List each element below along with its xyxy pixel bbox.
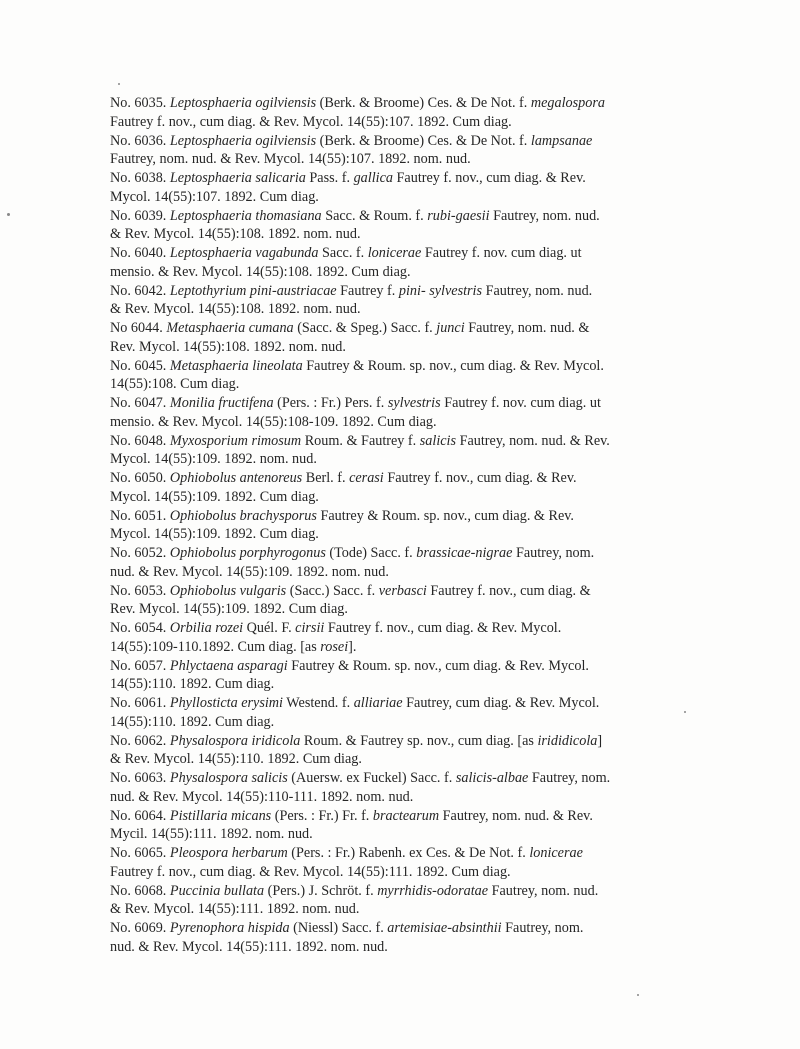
taxon-name: lonicerae xyxy=(367,245,422,261)
scan-speck xyxy=(637,994,639,996)
entry-text: Fautrey f. nov., cum diag. & xyxy=(426,582,591,599)
entry-text: (Pers. : Fr.) Fr. f. xyxy=(271,807,373,824)
entry-continuation-line xyxy=(110,413,700,432)
entry-text: No. 6038. xyxy=(110,170,170,186)
entry-text: 14(55):110. 1892. Cum diag. xyxy=(110,713,275,730)
entry-text: Westend. f. xyxy=(283,695,354,711)
entry-first-line xyxy=(110,807,700,826)
entry-first-line xyxy=(110,357,700,376)
taxon-name: Monilia fructifena xyxy=(169,395,274,411)
entry-text: & Rev. Mycol. 14(55):108. 1892. nom. nud. xyxy=(110,226,361,243)
entry-text: ] xyxy=(597,732,603,749)
taxon-name: Ophiobolus antenoreus xyxy=(169,470,303,486)
taxon-name: artemisiae-absinthii xyxy=(387,920,502,936)
entry-text: 14(55):110. 1892. Cum diag. xyxy=(110,676,275,693)
entry-text: No. 6039. xyxy=(110,207,170,224)
taxon-name: Pistillaria micans xyxy=(169,807,272,824)
taxon-name: Phlyctaena asparagi xyxy=(169,657,288,674)
entry-text: No. 6054. xyxy=(110,620,170,636)
taxon-name: Pyrenophora hispida xyxy=(169,920,290,936)
entry-text: Quél. F. xyxy=(243,620,296,636)
entry-text: Fautrey f. xyxy=(336,282,399,299)
taxon-name: Leptosphaeria thomasiana xyxy=(169,207,322,224)
entry-text: Fautrey, nom. nud. & Rev. xyxy=(439,807,593,824)
entry-text: nud. & Rev. Mycol. 14(55):109. 1892. nom. nud. xyxy=(110,563,389,580)
entry-first-line xyxy=(110,844,700,863)
entry-first-line xyxy=(110,657,700,676)
entry-text: Fautrey, nom. nud. xyxy=(489,207,600,224)
specimen-entry xyxy=(110,94,700,132)
entry-text: Sacc. f. xyxy=(318,245,368,261)
taxon-name: lampsanae xyxy=(530,132,593,149)
entry-continuation-line xyxy=(110,863,700,882)
scan-speck xyxy=(118,83,120,85)
specimen-list xyxy=(110,94,700,957)
specimen-entry xyxy=(110,657,700,695)
entry-text: No. 6042. xyxy=(110,282,170,299)
entry-text: No. 6064. xyxy=(110,807,170,824)
entry-text: Fautrey & Roum. sp. nov., cum diag. & Rev. Mycol. xyxy=(287,657,589,674)
entry-first-line xyxy=(110,544,700,563)
entry-text: (Sacc.) Sacc. f. xyxy=(286,582,379,599)
specimen-entry xyxy=(110,132,700,170)
specimen-entry xyxy=(110,507,700,545)
specimen-entry xyxy=(110,169,700,207)
taxon-name: pini- sylvestris xyxy=(398,282,483,299)
entry-first-line xyxy=(110,882,700,901)
specimen-entry xyxy=(110,619,700,657)
entry-continuation-line xyxy=(110,338,700,357)
entry-text: Fautrey f. nov., cum diag. & Rev. xyxy=(383,470,577,486)
entry-text: No. 6063. xyxy=(110,770,170,786)
entry-text: Pass. f. xyxy=(305,170,354,186)
entry-continuation-line xyxy=(110,150,700,169)
entry-continuation-line xyxy=(110,825,700,844)
specimen-entry xyxy=(110,207,700,245)
entry-text: No. 6052. xyxy=(110,545,170,561)
entry-continuation-line xyxy=(110,188,700,207)
taxon-name: Metasphaeria cumana xyxy=(166,320,294,336)
entry-text: Fautrey & Roum. sp. nov., cum diag. & Rev. xyxy=(316,507,574,524)
specimen-entry xyxy=(110,282,700,320)
taxon-name: Myxosporium rimosum xyxy=(169,432,302,449)
entry-text: No. 6045. xyxy=(110,357,170,374)
entry-text: No. 6061. xyxy=(110,695,170,711)
entry-text: Mycol. 14(55):107. 1892. Cum diag. xyxy=(110,188,319,205)
entry-text: ]. xyxy=(348,638,357,655)
entry-continuation-line xyxy=(110,225,700,244)
entry-first-line xyxy=(110,694,700,713)
entry-continuation-line xyxy=(110,113,700,132)
taxon-name: Physalospora salicis xyxy=(169,770,288,786)
entry-text: (Niessl) Sacc. f. xyxy=(289,920,388,936)
entry-text: No. 6050. xyxy=(110,470,170,486)
entry-text: (Auersw. ex Fuckel) Sacc. f. xyxy=(287,770,456,786)
entry-text: No. 6035. xyxy=(110,95,170,111)
entry-text: nud. & Rev. Mycol. 14(55):110-111. 1892. nom. nud. xyxy=(110,788,414,805)
specimen-entry xyxy=(110,357,700,395)
entry-continuation-line xyxy=(110,713,700,732)
taxon-name: Puccinia bullata xyxy=(169,882,265,899)
entry-first-line xyxy=(110,432,700,451)
taxon-name: Metasphaeria lineolata xyxy=(169,357,303,374)
entry-first-line xyxy=(110,769,700,788)
entry-text: Sacc. & Roum. f. xyxy=(321,207,428,224)
taxon-name: Ophiobolus porphyrogonus xyxy=(169,545,326,561)
specimen-entry xyxy=(110,807,700,845)
taxon-name: cirsii xyxy=(295,620,325,636)
entry-text: Fautrey, nom. nud. xyxy=(488,882,599,899)
taxon-name: megalospora xyxy=(530,95,605,111)
specimen-entry xyxy=(110,769,700,807)
entry-continuation-line xyxy=(110,300,700,319)
specimen-entry xyxy=(110,394,700,432)
entry-first-line xyxy=(110,169,700,188)
entry-text: (Berk. & Broome) Ces. & De Not. f. xyxy=(316,132,531,149)
specimen-entry xyxy=(110,319,700,357)
specimen-entry xyxy=(110,432,700,470)
taxon-name: Pleospora herbarum xyxy=(169,845,288,861)
entry-text: No. 6053. xyxy=(110,582,170,599)
specimen-entry xyxy=(110,844,700,882)
entry-text: (Berk. & Broome) Ces. & De Not. f. xyxy=(316,95,531,111)
taxon-name: Physalospora iridicola xyxy=(169,732,301,749)
entry-text: (Sacc. & Speg.) Sacc. f. xyxy=(293,320,437,336)
entry-continuation-line xyxy=(110,375,700,394)
entry-text: Fautrey, nom. nud. & Rev. Mycol. 14(55):107. 1892. nom. nud. xyxy=(110,151,471,168)
entry-text: Mycil. 14(55):111. 1892. nom. nud. xyxy=(110,826,313,843)
specimen-entry xyxy=(110,694,700,732)
entry-text: Fautrey, nom. xyxy=(501,920,584,936)
entry-text: Roum. & Fautrey f. xyxy=(301,432,420,449)
taxon-name: brassicae-nigrae xyxy=(416,545,513,561)
entry-text: Fautrey f. nov., cum diag. & Rev. xyxy=(392,170,586,186)
entry-continuation-line xyxy=(110,900,700,919)
entry-first-line xyxy=(110,732,700,751)
entry-text: No. 6040. xyxy=(110,245,170,261)
entry-text: No. 6069. xyxy=(110,920,170,936)
taxon-name: irididicola xyxy=(537,732,598,749)
entry-continuation-line xyxy=(110,563,700,582)
entry-first-line xyxy=(110,619,700,638)
entry-continuation-line xyxy=(110,938,700,957)
entry-first-line xyxy=(110,244,700,263)
entry-text: Fautrey f. nov. cum diag. ut xyxy=(440,395,601,411)
entry-text: Berl. f. xyxy=(302,470,350,486)
entry-continuation-line xyxy=(110,600,700,619)
entry-continuation-line xyxy=(110,675,700,694)
entry-text: Rev. Mycol. 14(55):108. 1892. nom. nud. xyxy=(110,338,346,355)
taxon-name: cerasi xyxy=(349,470,384,486)
entry-first-line xyxy=(110,207,700,226)
entry-text: No. 6065. xyxy=(110,845,170,861)
entry-continuation-line xyxy=(110,525,700,544)
entry-first-line xyxy=(110,319,700,338)
entry-text: (Pers.) J. Schröt. f. xyxy=(264,882,378,899)
taxon-name: lonicerae xyxy=(529,845,583,861)
entry-text: No. 6051. xyxy=(110,507,170,524)
entry-continuation-line xyxy=(110,638,700,657)
entry-text: Fautrey, cum diag. & Rev. Mycol. xyxy=(402,695,600,711)
entry-text: (Pers. : Fr.) Rabenh. ex Ces. & De Not. f. xyxy=(287,845,530,861)
entry-continuation-line xyxy=(110,263,700,282)
taxon-name: Ophiobolus vulgaris xyxy=(169,582,287,599)
entry-text: Mycol. 14(55):109. 1892. Cum diag. xyxy=(110,488,319,505)
taxon-name: Leptosphaeria ogilviensis xyxy=(169,95,317,111)
entry-first-line xyxy=(110,132,700,151)
entry-text: No. 6057. xyxy=(110,657,170,674)
taxon-name: alliariae xyxy=(353,695,403,711)
entry-text: (Tode) Sacc. f. xyxy=(325,545,417,561)
entry-text: Fautrey, nom. nud. & xyxy=(464,320,590,336)
entry-text: 14(55):109-110.1892. Cum diag. [as xyxy=(110,638,321,655)
entry-text: No. 6047. xyxy=(110,395,170,411)
specimen-entry xyxy=(110,544,700,582)
scan-speck xyxy=(7,213,10,216)
taxon-name: junci xyxy=(436,320,465,336)
entry-text: No. 6068. xyxy=(110,882,170,899)
specimen-entry xyxy=(110,582,700,620)
entry-text: Fautrey & Roum. sp. nov., cum diag. & Rev. Mycol. xyxy=(302,357,604,374)
entry-text: Fautrey f. nov., cum diag. & Rev. Mycol. xyxy=(324,620,562,636)
specimen-entry xyxy=(110,882,700,920)
entry-text: Mycol. 14(55):109. 1892. nom. nud. xyxy=(110,451,317,468)
entry-first-line xyxy=(110,469,700,488)
entry-continuation-line xyxy=(110,450,700,469)
taxon-name: Leptosphaeria vagabunda xyxy=(169,245,319,261)
entry-continuation-line xyxy=(110,750,700,769)
entry-text: No 6044. xyxy=(110,320,167,336)
entry-text: Fautrey f. nov., cum diag. & Rev. Mycol. 14(55):111. 1892. Cum diag. xyxy=(110,863,511,880)
entry-text: mensio. & Rev. Mycol. 14(55):108-109. 1892. Cum diag. xyxy=(110,413,437,430)
entry-text: No. 6062. xyxy=(110,732,170,749)
entry-text: mensio. & Rev. Mycol. 14(55):108. 1892. Cum diag. xyxy=(110,263,411,280)
entry-text: Fautrey, nom. nud. & Rev. xyxy=(456,432,610,449)
taxon-name: Phyllosticta erysimi xyxy=(169,695,283,711)
entry-continuation-line xyxy=(110,488,700,507)
entry-text: Fautrey, nom. xyxy=(512,545,595,561)
entry-text: (Pers. : Fr.) Pers. f. xyxy=(273,395,388,411)
taxon-name: sylvestris xyxy=(387,395,441,411)
taxon-name: salicis-albae xyxy=(455,770,529,786)
taxon-name: rosei xyxy=(320,638,349,655)
entry-text: Fautrey, nom. xyxy=(528,770,611,786)
entry-text: Fautrey, nom. nud. xyxy=(482,282,593,299)
taxon-name: rubi-gaesii xyxy=(427,207,490,224)
entry-text: Mycol. 14(55):109. 1892. Cum diag. xyxy=(110,526,319,543)
taxon-name: salicis xyxy=(419,432,457,449)
taxon-name: Orbilia rozei xyxy=(169,620,244,636)
taxon-name: gallica xyxy=(353,170,393,186)
taxon-name: Leptothyrium pini-austriacae xyxy=(169,282,337,299)
taxon-name: myrrhidis-odoratae xyxy=(377,882,489,899)
entry-first-line xyxy=(110,582,700,601)
entry-text: 14(55):108. Cum diag. xyxy=(110,376,240,393)
entry-first-line xyxy=(110,394,700,413)
taxon-name: bractearum xyxy=(372,807,440,824)
entry-text: Rev. Mycol. 14(55):109. 1892. Cum diag. xyxy=(110,601,348,618)
specimen-entry xyxy=(110,469,700,507)
entry-text: & Rev. Mycol. 14(55):110. 1892. Cum diag. xyxy=(110,751,362,768)
entry-first-line xyxy=(110,94,700,113)
entry-first-line xyxy=(110,282,700,301)
entry-continuation-line xyxy=(110,788,700,807)
entry-text: Fautrey f. nov., cum diag. & Rev. Mycol. 14(55):107. 1892. Cum diag. xyxy=(110,113,512,130)
specimen-entry xyxy=(110,732,700,770)
entry-text: & Rev. Mycol. 14(55):111. 1892. nom. nud. xyxy=(110,901,360,918)
specimen-entry xyxy=(110,919,700,957)
taxon-name: verbasci xyxy=(378,582,427,599)
entry-text: No. 6048. xyxy=(110,432,170,449)
entry-first-line xyxy=(110,919,700,938)
taxon-name: Leptosphaeria ogilviensis xyxy=(169,132,317,149)
specimen-entry xyxy=(110,244,700,282)
entry-text: & Rev. Mycol. 14(55):108. 1892. nom. nud. xyxy=(110,301,361,318)
entry-text: Roum. & Fautrey sp. nov., cum diag. [as xyxy=(300,732,538,749)
taxon-name: Leptosphaeria salicaria xyxy=(169,170,306,186)
entry-text: No. 6036. xyxy=(110,132,170,149)
entry-first-line xyxy=(110,507,700,526)
taxon-name: Ophiobolus brachysporus xyxy=(169,507,317,524)
entry-text: nud. & Rev. Mycol. 14(55):111. 1892. nom. nud. xyxy=(110,938,388,955)
entry-text: Fautrey f. nov. cum diag. ut xyxy=(421,245,582,261)
